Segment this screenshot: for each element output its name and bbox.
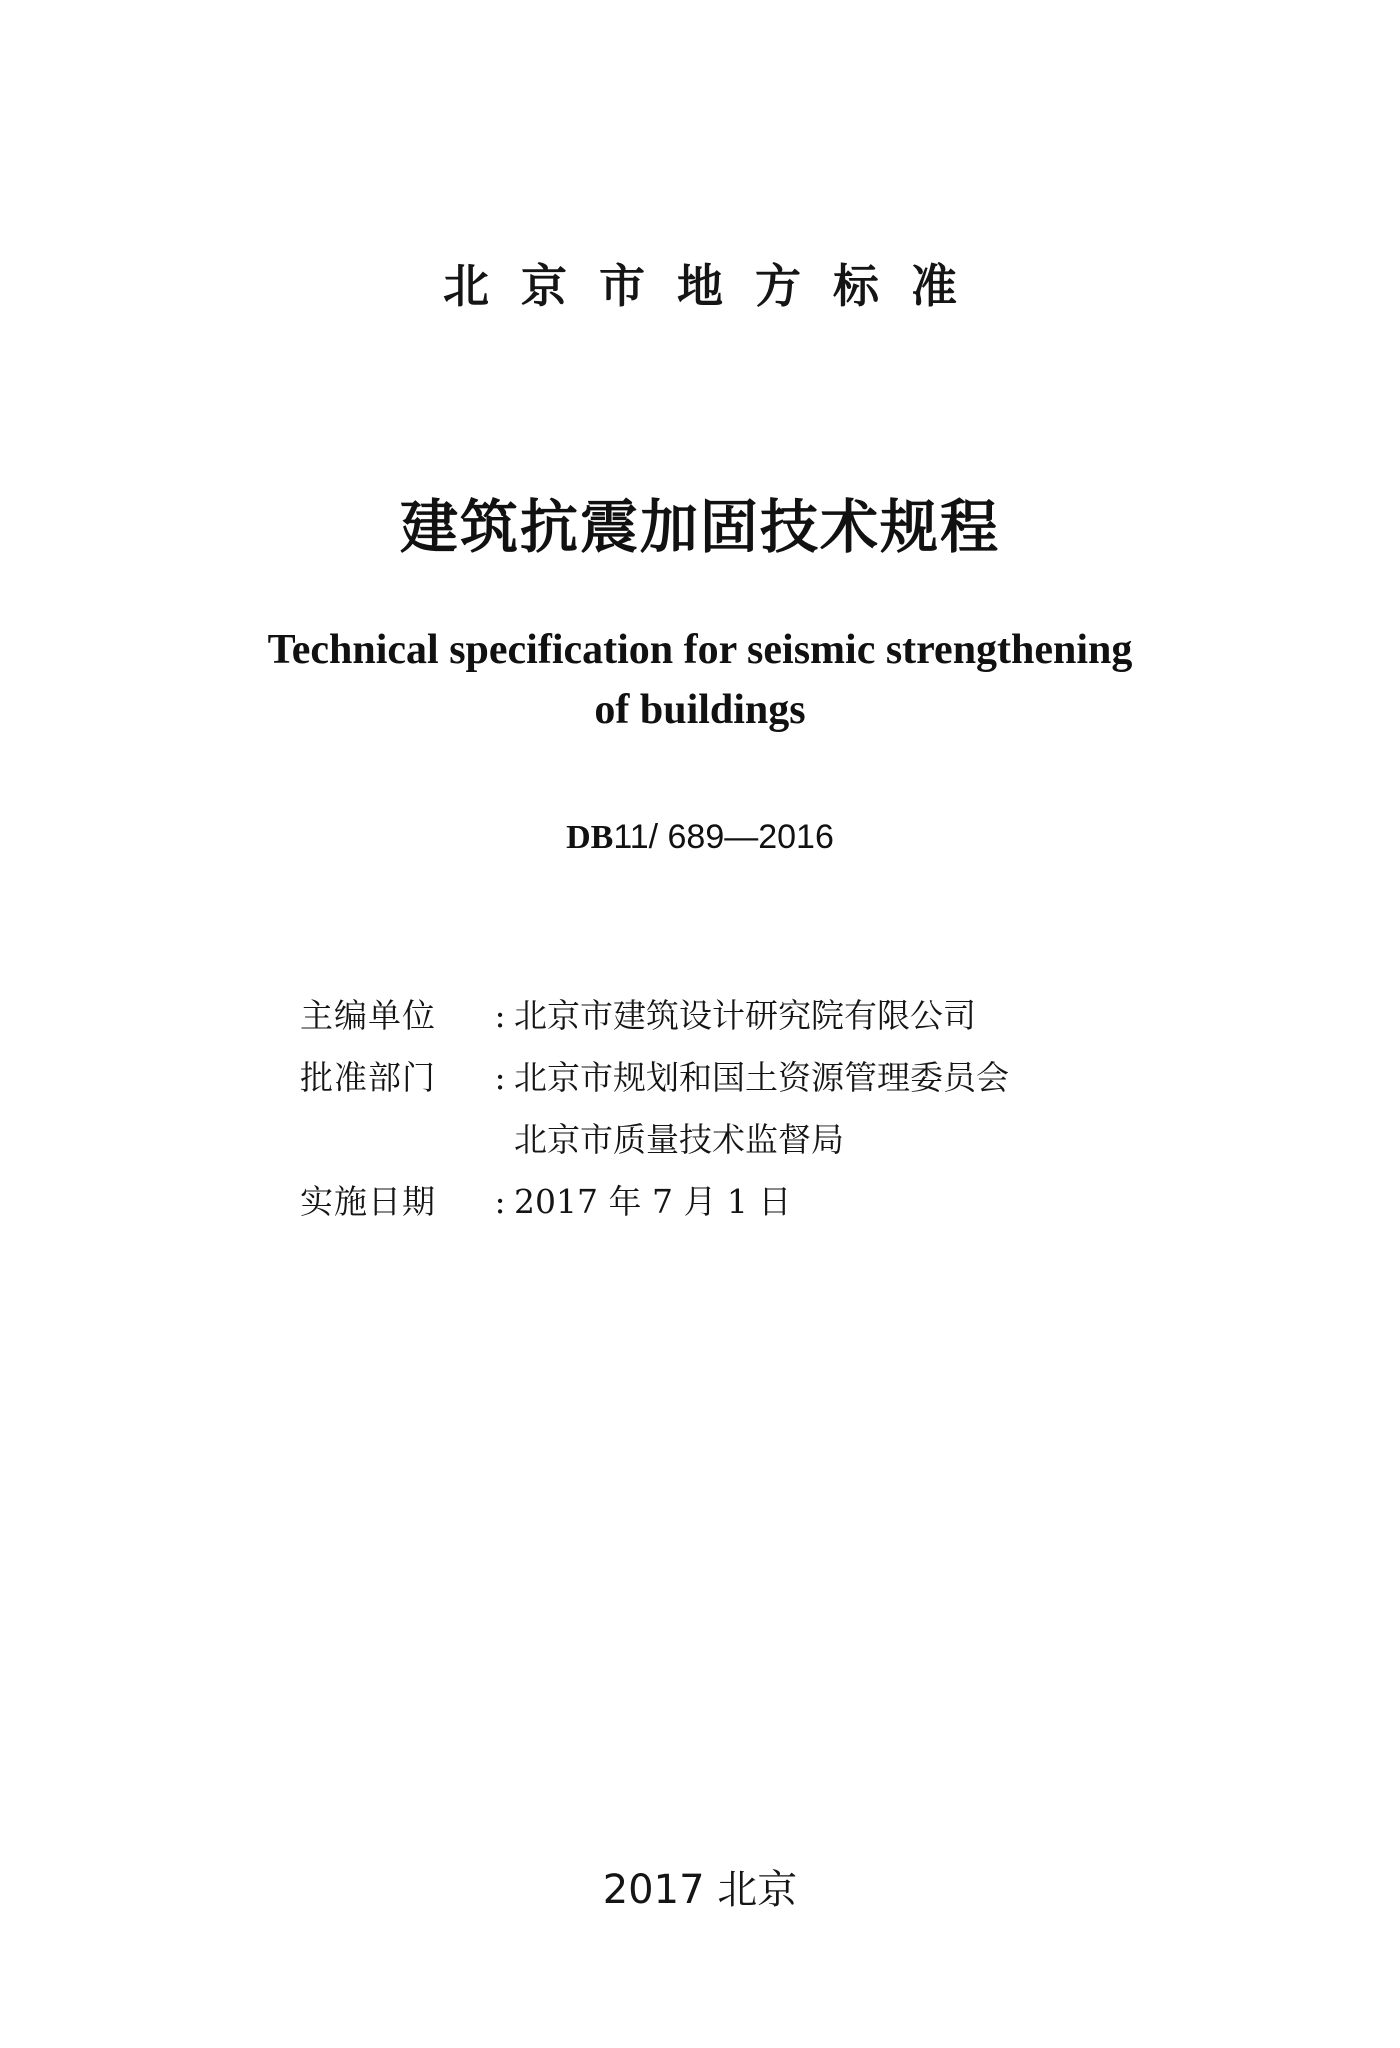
publication-imprint: 2017 北京 <box>602 1867 798 1913</box>
editor-colon: : <box>494 996 506 1035</box>
date-value: 2017 年 7 月 1 日 <box>514 1182 792 1221</box>
approval-value-2: 北京市质量技术监督局 <box>514 1120 844 1159</box>
chinese-title: 建筑抗震加固技术规程 <box>399 493 1000 561</box>
approval-colon: : <box>494 1058 506 1097</box>
approval-label: 批准部门 <box>300 1058 436 1097</box>
approval-value <box>514 1047 1200 1171</box>
date-colon: : <box>494 1182 506 1221</box>
editor-label: 主编单位 <box>300 996 436 1035</box>
standard-code-number: 11/ 689—2016 <box>613 818 834 856</box>
approval-value-1: 北京市规划和国土资源管理委员会 <box>514 1058 1009 1097</box>
standard-code <box>0 818 1400 857</box>
english-title-line-1: Technical specification for seismic strengthening <box>267 627 1133 673</box>
english-title <box>0 620 1400 740</box>
date-label: 实施日期 <box>300 1182 436 1221</box>
publication-info <box>300 985 1200 1233</box>
approval-row <box>300 1047 1200 1171</box>
editor-value: 北京市建筑设计研究院有限公司 <box>514 996 976 1035</box>
standard-category-heading: 北京市地方标准 <box>443 259 989 313</box>
english-title-line-2: of buildings <box>594 687 806 733</box>
editor-row <box>300 985 1200 1047</box>
standard-code-prefix: DB <box>566 819 614 856</box>
date-row <box>300 1171 1200 1233</box>
